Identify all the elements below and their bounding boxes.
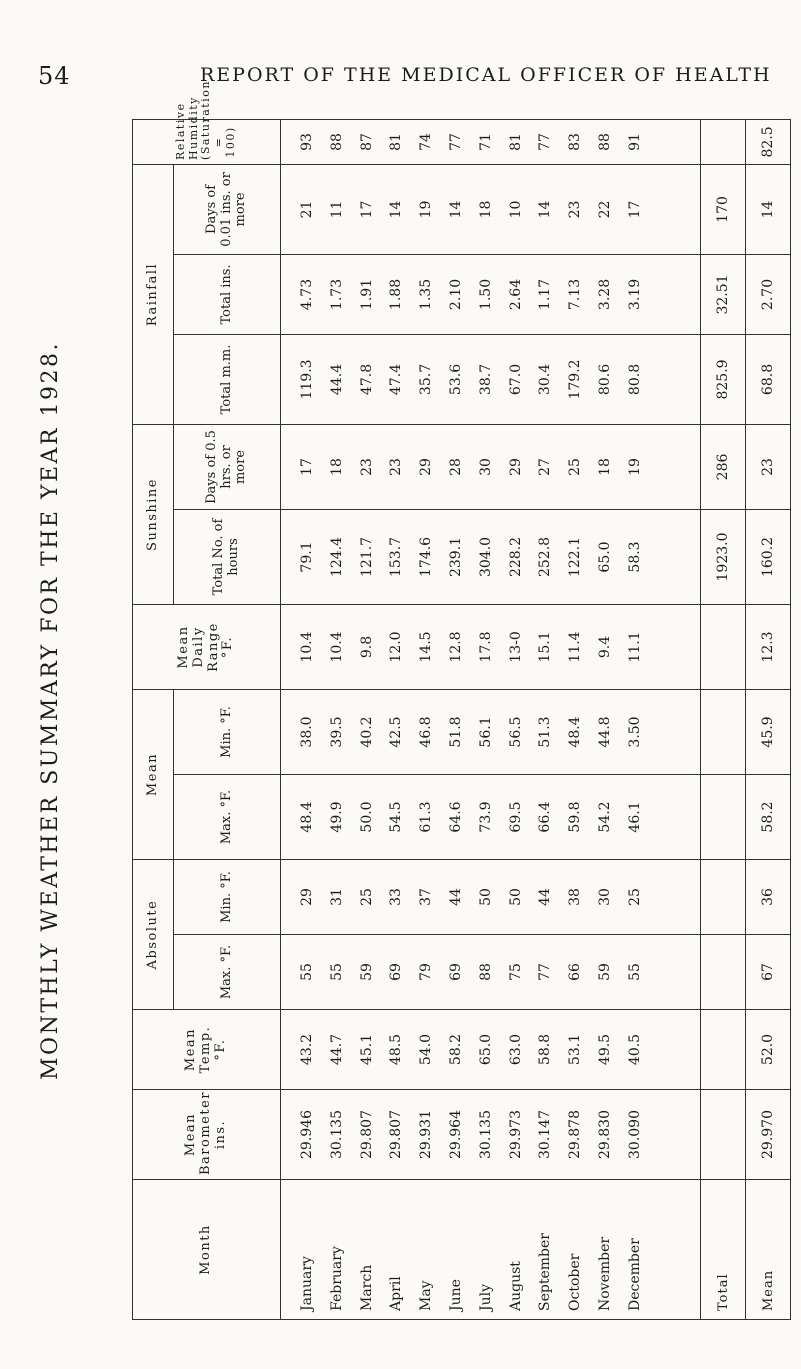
header-group-row [133,119,174,1319]
mean-rain-mm: 68.8 [746,334,791,424]
daily-range-values: 10.4 10.4 9.8 12.0 14.5 12.8 17.8 13-0 15.1 11.4 9.4 11.1 [281,604,701,689]
total-rain-ins: 32.51 [701,254,746,334]
mean-label: Mean [746,1180,791,1320]
mean-rain-ins: 2.70 [746,254,791,334]
mean-daily-range: 12.3 [746,604,791,689]
sun-hours-values: 79.1 124.4 121.7 153.7 174.6 239.1 304.0 228.2 252.8 122.1 65.0 58.3 [281,509,701,604]
total-sun-hours: 1923.0 [701,509,746,604]
sun-days-values: 17 18 23 23 29 28 30 29 27 25 18 19 [281,424,701,509]
header-month: Month [133,1180,281,1320]
total-sun-days: 286 [701,424,746,509]
weather-table-rotated [132,80,776,1320]
mean-temp-values: 43.2 44.7 45.1 48.5 54.0 58.2 65.0 63.0 58.8 53.1 49.5 40.5 [281,1010,701,1090]
monthly-data-row [281,119,701,1319]
weather-table-frame [132,80,776,1320]
header-rain-ins: Total ins. [174,254,281,334]
mean-barometer: 29.970 [746,1090,791,1180]
abs-min-values: 29 31 25 33 37 44 50 50 44 38 30 25 [281,860,701,935]
month-names: January February March April May June July August September October November December [281,1180,701,1320]
humidity-values: 93 88 87 81 74 77 71 81 77 83 88 91 [281,119,701,164]
rain-days-values: 21 11 17 14 19 14 18 10 14 23 22 17 [281,164,701,254]
mean-abs-min: 36 [746,860,791,935]
group-sunshine: Sunshine [133,424,174,604]
mean-sun-days: 23 [746,424,791,509]
total-row [701,119,746,1319]
mean-min-values: 38.0 39.5 40.2 42.5 46.8 51.8 56.1 56.5 51.3 48.4 44.8 3.50 [281,689,701,774]
abs-max-values: 55 55 59 69 79 69 88 75 77 66 59 55 [281,935,701,1010]
weather-table [132,80,791,1320]
mean-humidity: 82.5 [746,119,791,164]
mean-rain-days: 14 [746,164,791,254]
header-daily-range: Mean Daily Range °F. [133,604,281,689]
barometer-values: 29.946 30.135 29.807 29.807 29.931 29.964 30.135 29.973 30.147 29.878 29.830 30.090 [281,1090,701,1180]
mean-abs-max: 67 [746,935,791,1010]
header-humidity: Relative Humidity (Saturation = 100) [133,119,281,164]
total-rain-days: 170 [701,164,746,254]
header-sun-hours: Total No. of hours [174,509,281,604]
header-barometer: Mean Barometer ins. [133,1090,281,1180]
mean-sun-hours: 160.2 [746,509,791,604]
header-mean-max: Max. °F. [174,775,281,860]
group-rainfall: Rainfall [133,164,174,424]
mean-mean-min: 45.9 [746,689,791,774]
group-absolute: Absolute [133,860,174,1010]
header-mean-min: Min. °F. [174,689,281,774]
header-abs-min: Min. °F. [174,860,281,935]
header-abs-max: Max. °F. [174,935,281,1010]
side-title-text: MONTHLY WEATHER SUMMARY FOR THE YEAR 1928. [37,340,63,1080]
header-rain-days: Days of 0.01 ins. or more [174,164,281,254]
header-sun-days: Days of 0.5 hrs. or more [174,424,281,509]
total-label: Total [701,1180,746,1320]
running-head: REPORT OF THE MEDICAL OFFICER OF HEALTH [200,64,772,86]
side-title [20,160,80,1260]
rain-mm-values: 119.3 44.4 47.8 47.4 35.7 53.6 38.7 67.0 30.4 179.2 80.6 80.8 [281,334,701,424]
mean-max-values: 48.4 49.9 50.0 54.5 61.3 64.6 73.9 69.5 66.4 59.8 54.2 46.1 [281,775,701,860]
page-number: 54 [38,62,71,90]
group-mean: Mean [133,689,174,859]
mean-mean-max: 58.2 [746,775,791,860]
mean-mean-temp: 52.0 [746,1010,791,1090]
mean-row [746,119,791,1319]
total-rain-mm: 825.9 [701,334,746,424]
header-rain-mm: Total m.m. [174,334,281,424]
rain-ins-values: 4.73 1.73 1.91 1.88 1.35 2.10 1.50 2.64 1.17 7.13 3.28 3.19 [281,254,701,334]
header-mean-temp: Mean Temp. °F. [133,1010,281,1090]
